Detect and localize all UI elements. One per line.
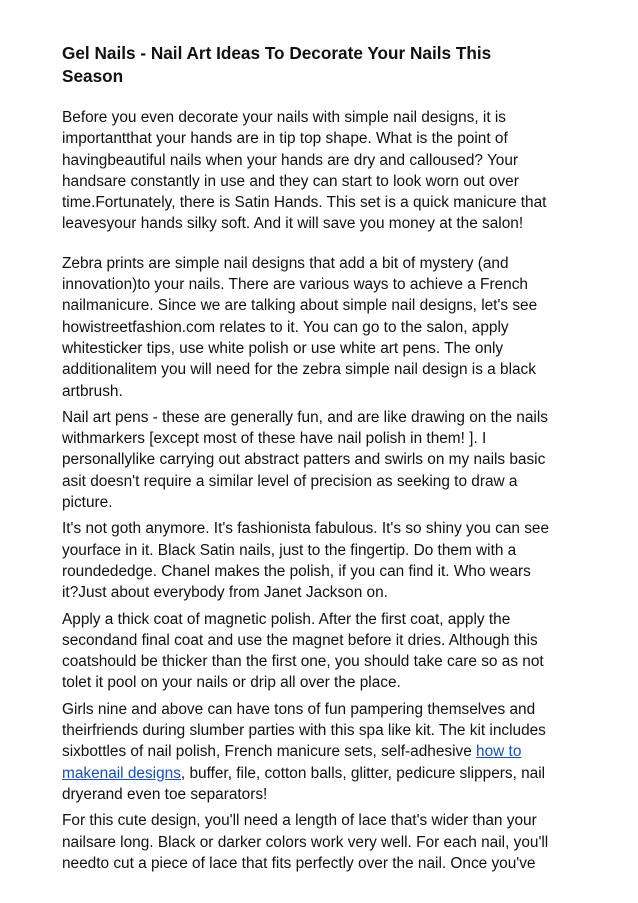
- text-line: picture.: [62, 494, 113, 512]
- text-line: handsare constantly in use and they can start to look worn out over: [62, 172, 519, 190]
- paragraph-magnetic-polish: [62, 609, 592, 694]
- document-title: [62, 42, 592, 88]
- text-line: asit doesn't require a similar level of precision as seeking to draw a: [62, 472, 518, 490]
- text-line: For this cute design, you'll need a length of lace that's wider than your: [62, 812, 537, 830]
- text-line: personallylike carrying out abstract patters and swirls on my nails basic: [62, 451, 546, 469]
- text-line: leavesyour hands silky soft. And it will save you money at the salon!: [62, 215, 524, 233]
- text-line: tolet it pool on your nails or drip all over the place.: [62, 674, 401, 692]
- text-line: It's not goth anymore. It's fashionista fabulous. It's so shiny you can see: [62, 520, 550, 538]
- text-line: time.Fortunately, there is Satin Hands. This set is a quick manicure that: [62, 194, 547, 212]
- text-line: nailmanicure. Since we are talking about simple nail designs, let's see: [62, 297, 538, 315]
- text-line: yourface in it. Black Satin nails, just to the fingertip. Do them with a: [62, 541, 517, 559]
- text-line: artbrush.: [62, 382, 123, 400]
- text-line: additionalitem you will need for the zebra simple nail design is a black: [62, 361, 536, 379]
- text-line: roundededge. Chanel makes the polish, if you can find it. Who wears: [62, 562, 531, 580]
- paragraph-zebra-prints: [62, 253, 592, 402]
- text-line: innovation)to your nails. There are various ways to achieve a French: [62, 276, 528, 294]
- text-line: howistreetfashion.com relates to it. You can go to the salon, apply: [62, 318, 509, 336]
- text-line: coatshould be thicker than the first one, you should take care so as not: [62, 653, 544, 671]
- text-line: theirfriends during slumber parties with this spa like kit. The kit includes: [62, 722, 546, 740]
- how-to-make-nail-designs-link[interactable]: makenail designs: [62, 764, 181, 782]
- text-line: whitesticker tips, use white polish or use white art pens. The only: [62, 339, 504, 357]
- text-line: importantthat your hands are in tip top shape. What is the point of: [62, 130, 508, 148]
- text-line: Zebra prints are simple nail designs that add a bit of mystery (and: [62, 254, 509, 272]
- paragraph-satin-hands: [62, 107, 592, 235]
- text-line: it?Just about everybody from Janet Jackson on.: [62, 584, 388, 602]
- text-line: Girls nine and above can have tons of fun pampering themselves and: [62, 700, 536, 718]
- text-line: needto cut a piece of lace that fits perfectly over the nail. Once you've: [62, 854, 536, 872]
- title-line: Season: [62, 66, 124, 86]
- text-line: Before you even decorate your nails with simple nail designs, it is: [62, 109, 506, 126]
- paragraph-lace-design: [62, 810, 592, 874]
- document-page: [62, 42, 592, 874]
- how-to-make-nail-designs-link[interactable]: how to: [476, 743, 522, 761]
- paragraph-spa-kit: [62, 699, 592, 805]
- text-line: , buffer, file, cotton balls, glitter, pedicure slippers, nail: [180, 764, 546, 782]
- paragraph-black-satin: [62, 518, 592, 603]
- text-line: sixbottles of nail polish, French manicure sets, self-adhesive: [62, 743, 477, 761]
- text-line: secondand final coat and use the magnet before it dries. Although this: [62, 631, 538, 649]
- text-line: dryerand even toe separators!: [62, 785, 268, 803]
- text-line: havingbeautiful nails when your hands are dry and calloused? Your: [62, 151, 519, 169]
- text-line: withmarkers [except most of these have nail polish in them! ]. I: [62, 430, 487, 448]
- title-line: Gel Nails - Nail Art Ideas To Decorate Your Nails This: [62, 43, 492, 63]
- text-line: nailsare long. Black or darker colors work very well. For each nail, you'll: [62, 833, 549, 851]
- paragraph-nail-art-pens: [62, 407, 592, 513]
- text-line: Apply a thick coat of magnetic polish. After the first coat, apply the: [62, 610, 511, 628]
- text-line: Nail art pens - these are generally fun, and are like drawing on the nails: [62, 408, 548, 426]
